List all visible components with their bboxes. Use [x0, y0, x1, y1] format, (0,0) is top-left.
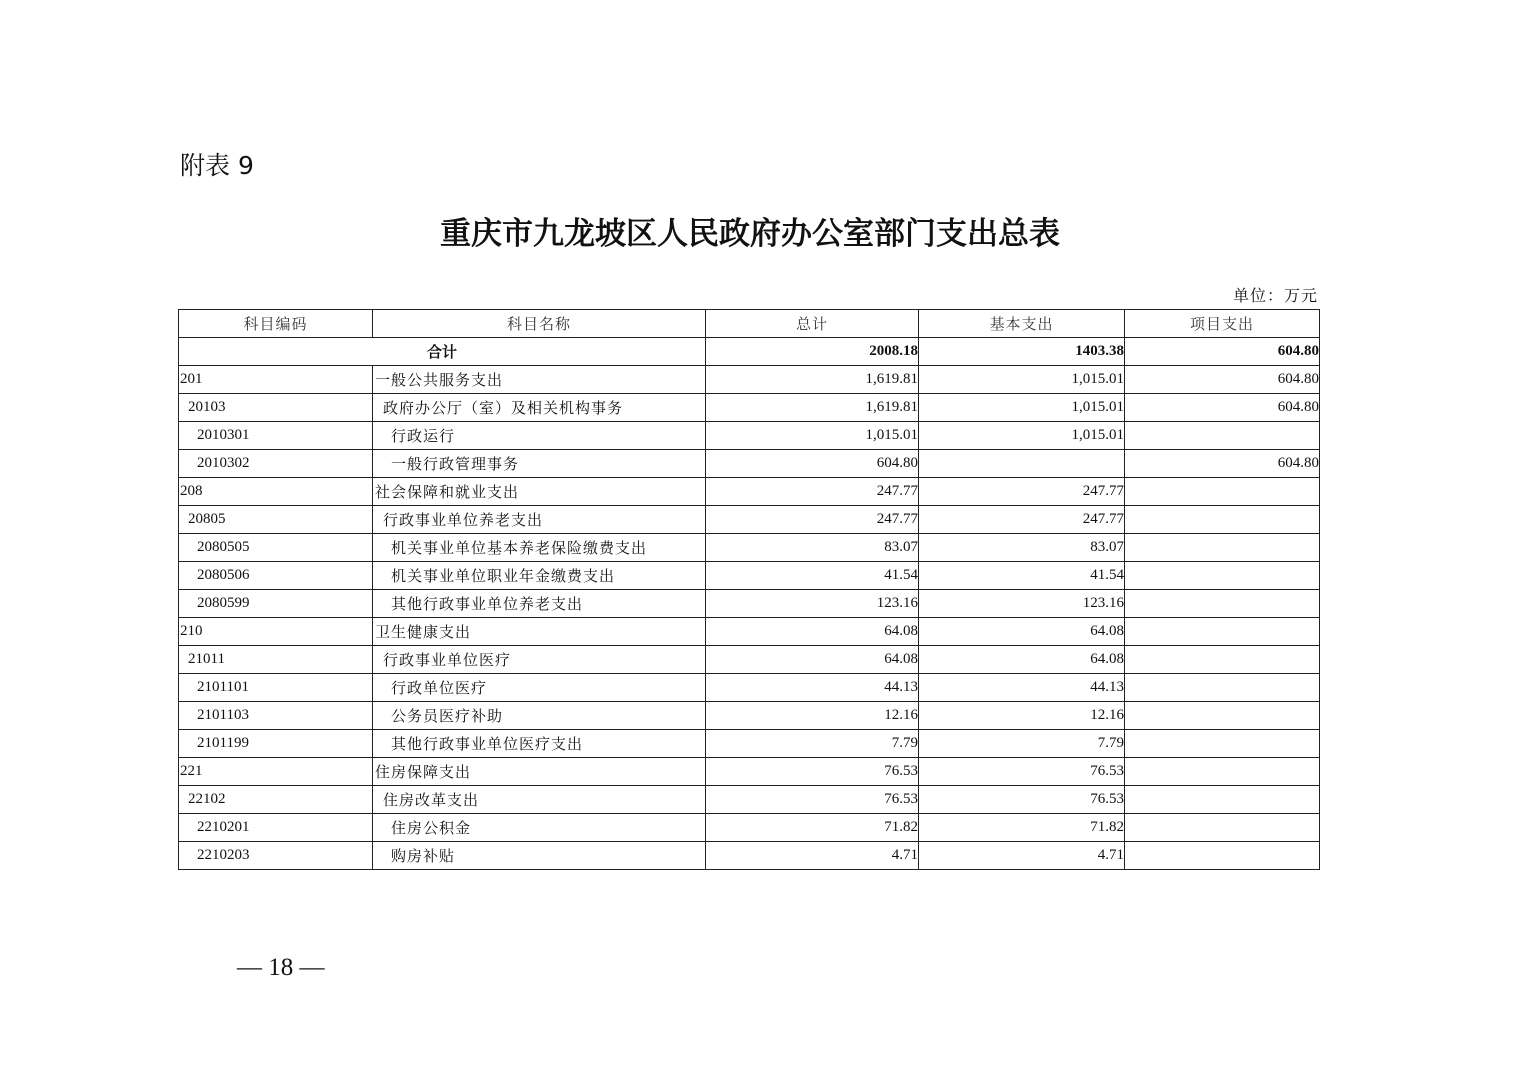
row-project — [1125, 842, 1320, 870]
row-name: 社会保障和就业支出 — [373, 478, 706, 506]
row-total: 76.53 — [706, 786, 919, 814]
row-project — [1125, 702, 1320, 730]
row-name: 一般行政管理事务 — [373, 450, 706, 478]
row-project — [1125, 786, 1320, 814]
row-code: 2210203 — [179, 842, 373, 870]
row-code: 210 — [179, 618, 373, 646]
row-total: 1,619.81 — [706, 366, 919, 394]
row-code: 21011 — [179, 646, 373, 674]
row-code: 208 — [179, 478, 373, 506]
expenditure-table — [178, 309, 1320, 870]
row-project — [1125, 422, 1320, 450]
row-basic: 247.77 — [919, 506, 1125, 534]
row-total: 64.08 — [706, 646, 919, 674]
row-code: 22102 — [179, 786, 373, 814]
row-project — [1125, 618, 1320, 646]
row-project — [1125, 674, 1320, 702]
header-total: 总计 — [706, 310, 919, 338]
row-code: 2101101 — [179, 674, 373, 702]
row-basic: 76.53 — [919, 758, 1125, 786]
row-name: 机关事业单位基本养老保险缴费支出 — [373, 534, 706, 562]
row-project — [1125, 814, 1320, 842]
row-project: 604.80 — [1125, 366, 1320, 394]
row-project — [1125, 730, 1320, 758]
row-code: 20805 — [179, 506, 373, 534]
table-row — [179, 814, 1320, 842]
row-project: 604.80 — [1125, 394, 1320, 422]
total-total: 2008.18 — [706, 338, 919, 366]
table-row — [179, 618, 1320, 646]
row-basic: 12.16 — [919, 702, 1125, 730]
row-total: 4.71 — [706, 842, 919, 870]
header-project: 项目支出 — [1125, 310, 1320, 338]
table-row — [179, 450, 1320, 478]
row-name: 行政事业单位养老支出 — [373, 506, 706, 534]
total-project: 604.80 — [1125, 338, 1320, 366]
row-name: 机关事业单位职业年金缴费支出 — [373, 562, 706, 590]
row-total: 247.77 — [706, 506, 919, 534]
total-row — [179, 338, 1320, 366]
table-row — [179, 730, 1320, 758]
row-project — [1125, 478, 1320, 506]
row-project — [1125, 590, 1320, 618]
row-basic: 4.71 — [919, 842, 1125, 870]
table-row — [179, 674, 1320, 702]
row-basic: 7.79 — [919, 730, 1125, 758]
row-basic: 83.07 — [919, 534, 1125, 562]
table-row — [179, 842, 1320, 870]
row-project: 604.80 — [1125, 450, 1320, 478]
row-total: 12.16 — [706, 702, 919, 730]
row-code: 2210201 — [179, 814, 373, 842]
row-basic: 64.08 — [919, 618, 1125, 646]
row-project — [1125, 506, 1320, 534]
row-total: 123.16 — [706, 590, 919, 618]
table-row — [179, 590, 1320, 618]
row-basic: 44.13 — [919, 674, 1125, 702]
row-code: 2080506 — [179, 562, 373, 590]
row-total: 247.77 — [706, 478, 919, 506]
row-name: 公务员医疗补助 — [373, 702, 706, 730]
row-name: 其他行政事业单位医疗支出 — [373, 730, 706, 758]
header-basic: 基本支出 — [919, 310, 1125, 338]
row-basic: 41.54 — [919, 562, 1125, 590]
table-row — [179, 562, 1320, 590]
row-total: 64.08 — [706, 618, 919, 646]
row-name: 行政运行 — [373, 422, 706, 450]
row-basic: 123.16 — [919, 590, 1125, 618]
row-code: 2080599 — [179, 590, 373, 618]
row-basic: 71.82 — [919, 814, 1125, 842]
row-code: 201 — [179, 366, 373, 394]
row-total: 71.82 — [706, 814, 919, 842]
row-basic — [919, 450, 1125, 478]
row-code: 2101199 — [179, 730, 373, 758]
row-total: 83.07 — [706, 534, 919, 562]
table-row — [179, 534, 1320, 562]
row-code: 2010302 — [179, 450, 373, 478]
table-row — [179, 786, 1320, 814]
table-row — [179, 506, 1320, 534]
row-name: 一般公共服务支出 — [373, 366, 706, 394]
row-name: 购房补贴 — [373, 842, 706, 870]
table-row — [179, 394, 1320, 422]
row-total: 41.54 — [706, 562, 919, 590]
row-name: 住房改革支出 — [373, 786, 706, 814]
row-code: 2010301 — [179, 422, 373, 450]
row-project — [1125, 562, 1320, 590]
page-number: — 18 — — [237, 954, 325, 981]
row-basic: 64.08 — [919, 646, 1125, 674]
row-code: 2080505 — [179, 534, 373, 562]
unit-label: 单位：万元 — [1232, 286, 1318, 305]
total-basic: 1403.38 — [919, 338, 1125, 366]
row-basic: 247.77 — [919, 478, 1125, 506]
row-total: 76.53 — [706, 758, 919, 786]
row-project — [1125, 758, 1320, 786]
row-total: 604.80 — [706, 450, 919, 478]
table-row — [179, 702, 1320, 730]
header-name: 科目名称 — [373, 310, 706, 338]
table-row — [179, 758, 1320, 786]
row-total: 1,619.81 — [706, 394, 919, 422]
row-total: 7.79 — [706, 730, 919, 758]
row-code: 20103 — [179, 394, 373, 422]
row-code: 221 — [179, 758, 373, 786]
row-name: 行政事业单位医疗 — [373, 646, 706, 674]
table-row — [179, 366, 1320, 394]
row-name: 住房公积金 — [373, 814, 706, 842]
row-name: 行政单位医疗 — [373, 674, 706, 702]
header-code: 科目编码 — [179, 310, 373, 338]
row-name: 政府办公厅（室）及相关机构事务 — [373, 394, 706, 422]
table-row — [179, 646, 1320, 674]
row-total: 1,015.01 — [706, 422, 919, 450]
table-row — [179, 478, 1320, 506]
row-project — [1125, 534, 1320, 562]
total-label: 合计 — [179, 338, 706, 366]
table-header-row — [179, 310, 1320, 338]
row-name: 其他行政事业单位养老支出 — [373, 590, 706, 618]
row-project — [1125, 646, 1320, 674]
row-total: 44.13 — [706, 674, 919, 702]
attachment-label: 附表 9 — [180, 151, 254, 180]
row-name: 住房保障支出 — [373, 758, 706, 786]
document-title: 重庆市九龙坡区人民政府办公室部门支出总表 — [440, 216, 1060, 252]
row-basic: 76.53 — [919, 786, 1125, 814]
row-name: 卫生健康支出 — [373, 618, 706, 646]
row-code: 2101103 — [179, 702, 373, 730]
row-basic: 1,015.01 — [919, 394, 1125, 422]
row-basic: 1,015.01 — [919, 366, 1125, 394]
row-basic: 1,015.01 — [919, 422, 1125, 450]
table-row — [179, 422, 1320, 450]
